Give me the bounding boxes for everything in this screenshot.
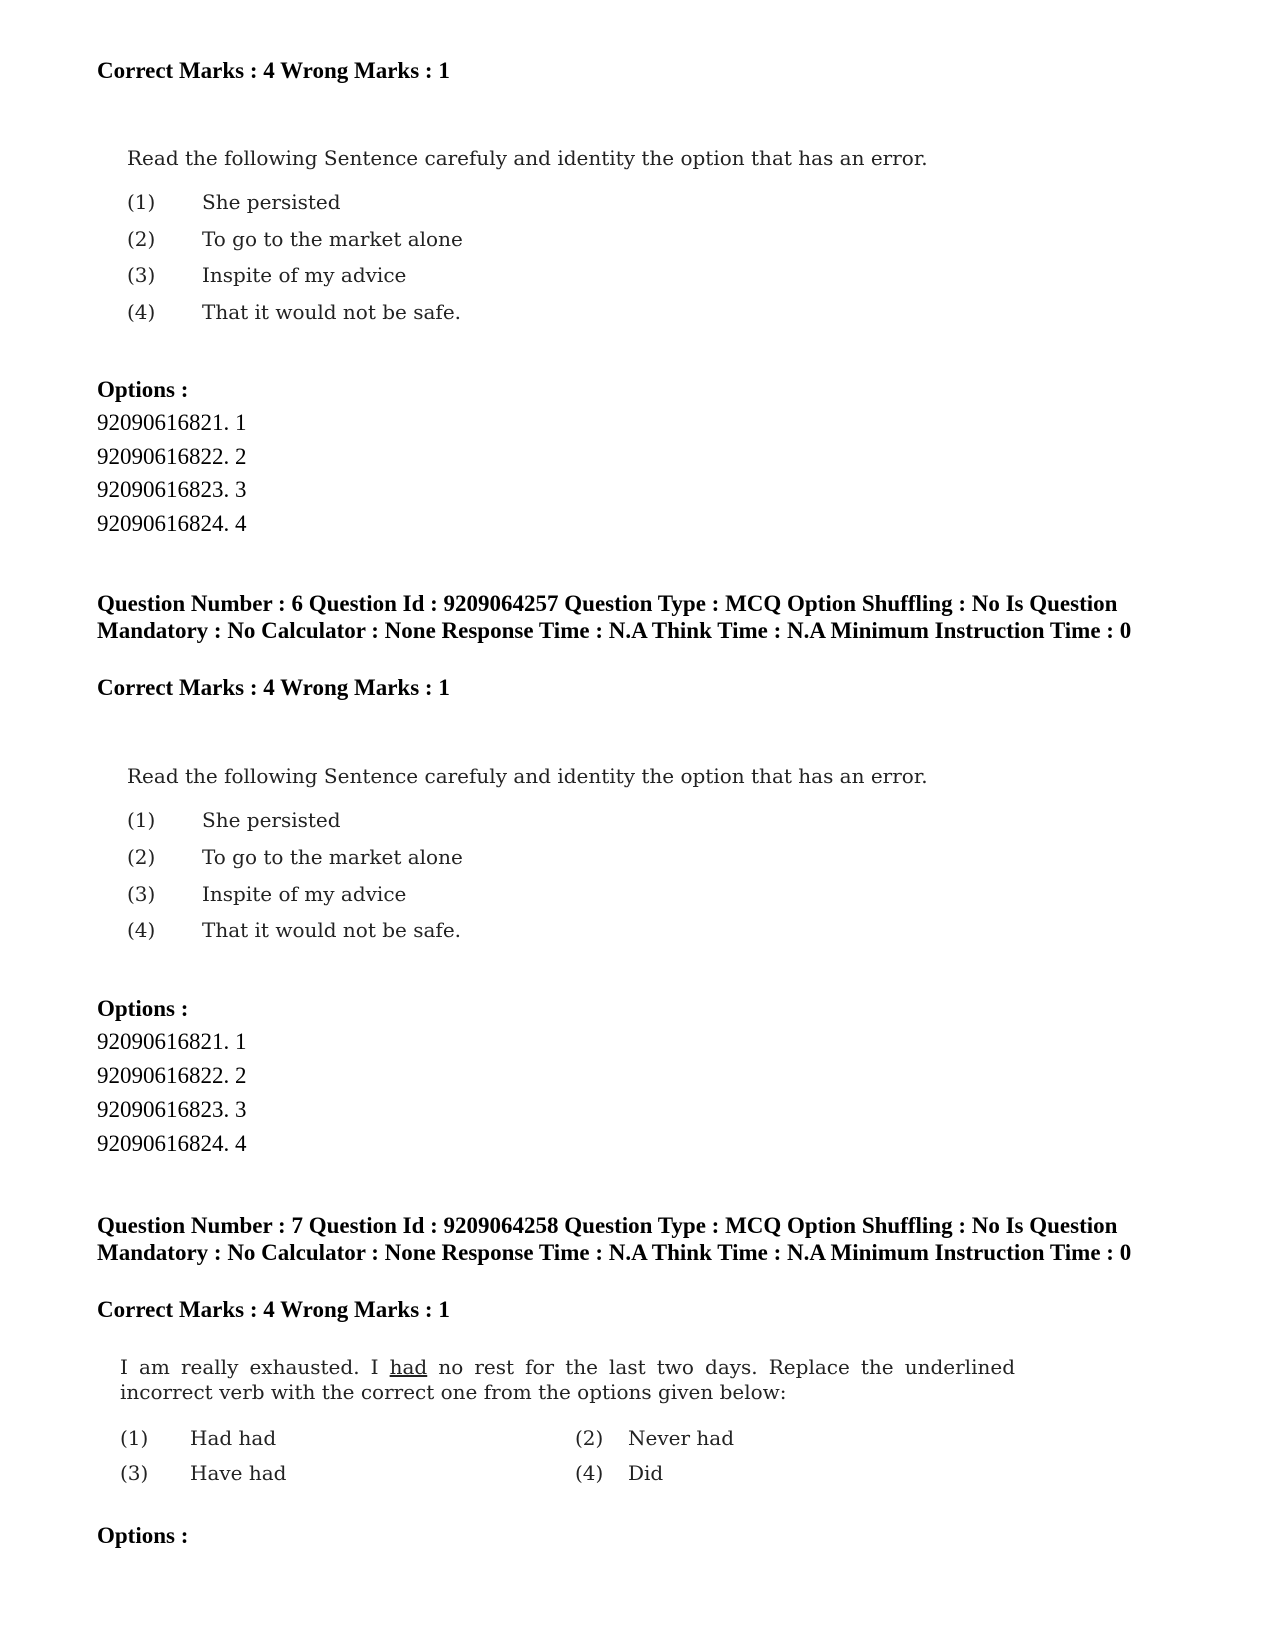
q5-option: 92090616824. 4 [97, 511, 247, 536]
q6-option: 92090616823. 3 [97, 1097, 247, 1122]
q6-options-label: Options : [97, 996, 189, 1021]
q6-item-number: (3) [127, 882, 156, 906]
q5-marks: Correct Marks : 4 Wrong Marks : 1 [97, 58, 450, 83]
q7-item-number: (1) [120, 1426, 149, 1450]
q6-instruction: Read the following Sentence carefuly and identity the option that has an error. [127, 764, 928, 788]
q7-item-number: (2) [575, 1426, 604, 1450]
q7-item-number: (4) [575, 1461, 604, 1485]
q6-marks: Correct Marks : 4 Wrong Marks : 1 [97, 675, 450, 700]
q7-text-before: I am really exhausted. I [120, 1355, 390, 1379]
q5-item-text: She persisted [202, 190, 341, 214]
q7-text-after: no rest for the last two days. Replace the underlined incorrect verb with the correct one from the options given below: [120, 1355, 1015, 1404]
q7-item-text: Have had [190, 1461, 287, 1485]
q7-header: Question Number : 7 Question Id : 9209064258 Question Type : MCQ Option Shuffling : No Is Question Mandatory : No Calculator : None Response Time : N.A Think Time : N.A Minimum Instruction Time : 0 [97, 1213, 1132, 1265]
q5-instruction: Read the following Sentence carefuly and identity the option that has an error. [127, 146, 928, 170]
q6-item-text: That it would not be safe. [202, 918, 462, 942]
q7-question-text [120, 1355, 1015, 1405]
q7-item-text: Did [628, 1461, 664, 1485]
q6-item-number: (1) [127, 808, 156, 832]
q6-option: 92090616821. 1 [97, 1029, 247, 1054]
q5-item-number: (4) [127, 300, 156, 324]
q5-item-text: Inspite of my advice [202, 263, 407, 287]
q6-option: 92090616824. 4 [97, 1131, 247, 1156]
q6-item-number: (2) [127, 845, 156, 869]
q6-option: 92090616822. 2 [97, 1063, 247, 1088]
q5-option: 92090616823. 3 [97, 477, 247, 502]
q5-item-text: That it would not be safe. [202, 300, 462, 324]
q7-underlined-verb: had [389, 1355, 428, 1379]
q7-item-number: (3) [120, 1461, 149, 1485]
q5-item-number: (1) [127, 190, 156, 214]
q5-option: 92090616822. 2 [97, 444, 247, 469]
q6-item-number: (4) [127, 918, 156, 942]
q5-item-text: To go to the market alone [202, 227, 463, 251]
q7-item-text: Never had [628, 1426, 734, 1450]
q5-item-number: (3) [127, 263, 156, 287]
q7-item-text: Had had [190, 1426, 277, 1450]
q6-item-text: To go to the market alone [202, 845, 463, 869]
q6-header: Question Number : 6 Question Id : 9209064257 Question Type : MCQ Option Shuffling : No Is Question Mandatory : No Calculator : None Response Time : N.A Think Time : N.A Minimum Instruction Time : 0 [97, 591, 1132, 643]
q5-item-number: (2) [127, 227, 156, 251]
q7-options-label: Options : [97, 1523, 189, 1548]
q6-item-text: Inspite of my advice [202, 882, 407, 906]
q7-marks: Correct Marks : 4 Wrong Marks : 1 [97, 1297, 450, 1322]
q5-option: 92090616821. 1 [97, 410, 247, 435]
q5-options-label: Options : [97, 377, 189, 402]
q6-item-text: She persisted [202, 808, 341, 832]
